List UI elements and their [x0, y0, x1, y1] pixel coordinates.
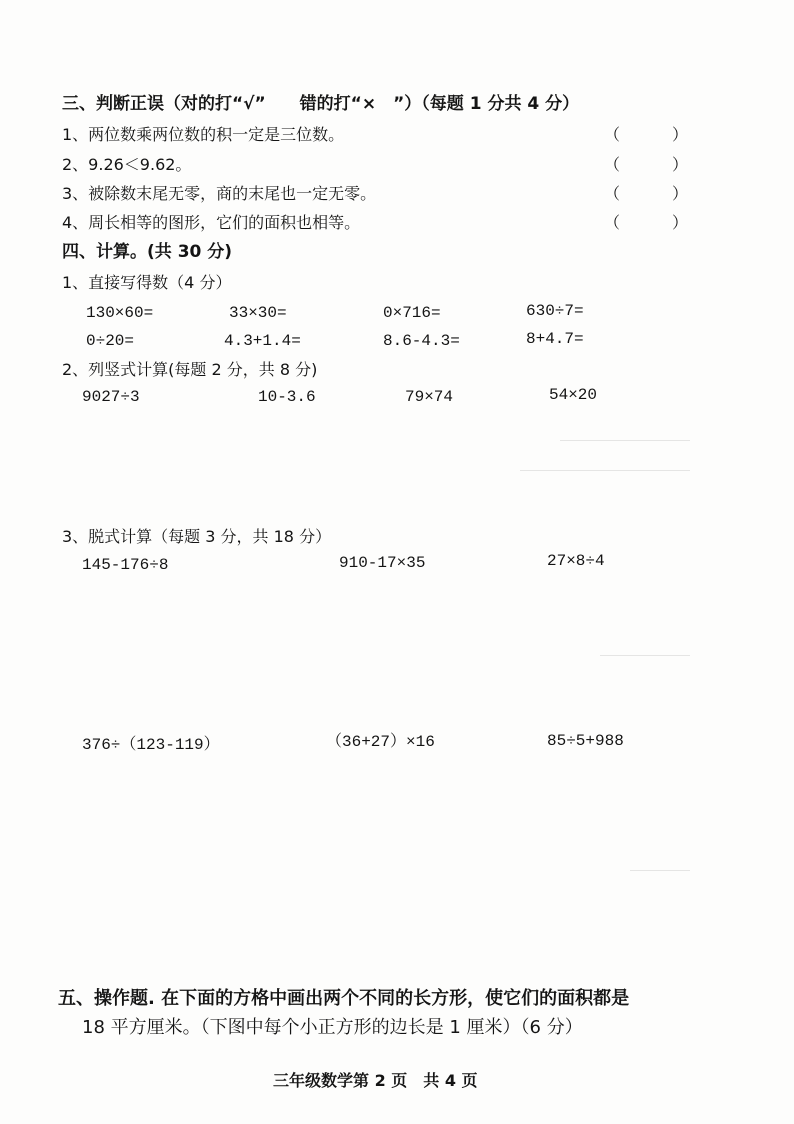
bleed-mark: [600, 655, 690, 656]
section3-heading: 三、判断正误（对的打“√” 错的打“× ”）（每题 1 分共 4 分）: [62, 94, 580, 114]
oral-calc-6: 4.3+1.4=: [224, 332, 301, 350]
oral-calc-5: 0÷20=: [86, 332, 135, 350]
answer-paren-close-3: ）: [672, 184, 689, 203]
stepwise-calc-6: 85÷5+988: [547, 732, 624, 750]
oral-calc-4: 630÷7=: [526, 302, 584, 320]
oral-calc-3: 0×716=: [383, 304, 441, 322]
bleed-mark: [520, 470, 690, 471]
section5-line2: 18 平方厘米。（下图中每个小正方形的边长是 1 厘米）（6 分）: [82, 1017, 583, 1038]
answer-paren-close-2: ）: [672, 155, 689, 174]
vertical-calc-3: 79×74: [405, 388, 454, 406]
section4-heading: 四、计算。(共 30 分): [62, 242, 233, 262]
judge-item-2: 2、9.26＜9.62。: [62, 155, 192, 174]
stepwise-calc-4: 376÷（123-119）: [82, 736, 220, 754]
answer-paren-close-4: ）: [672, 213, 689, 232]
judge-item-1: 1、两位数乘两位数的积一定是三位数。: [62, 125, 345, 144]
answer-paren-open-2: （: [604, 155, 621, 174]
answer-paren-close-1: ）: [672, 125, 689, 144]
answer-paren-open-4: （: [604, 213, 621, 232]
oral-calc-1: 130×60=: [86, 304, 154, 322]
part3-title: 3、脱式计算（每题 3 分，共 18 分）: [62, 527, 332, 546]
oral-calc-7: 8.6-4.3=: [383, 332, 460, 350]
part2-title: 2、列竖式计算(每题 2 分，共 8 分): [62, 360, 318, 379]
oral-calc-2: 33×30=: [229, 304, 287, 322]
answer-paren-open-1: （: [604, 125, 621, 144]
oral-calc-8: 8+4.7=: [526, 330, 584, 348]
judge-item-3: 3、被除数末尾无零，商的末尾也一定无零。: [62, 184, 377, 203]
bleed-mark: [630, 870, 690, 871]
answer-paren-open-3: （: [604, 184, 621, 203]
bleed-mark: [560, 440, 690, 441]
page-footer: 三年级数学第 2 页 共 4 页: [273, 1071, 478, 1090]
part1-title: 1、直接写得数（4 分）: [62, 273, 232, 292]
stepwise-calc-2: 910-17×35: [339, 554, 426, 572]
vertical-calc-2: 10-3.6: [258, 388, 316, 406]
stepwise-calc-3: 27×8÷4: [547, 552, 605, 570]
stepwise-calc-1: 145-176÷8: [82, 556, 169, 574]
vertical-calc-1: 9027÷3: [82, 388, 140, 406]
section5-line1: 五、操作题. 在下面的方格中画出两个不同的长方形，使它们的面积都是: [58, 988, 630, 1009]
judge-item-4: 4、周长相等的图形，它们的面积也相等。: [62, 213, 361, 232]
stepwise-calc-5: （36+27）×16: [326, 733, 435, 751]
vertical-calc-4: 54×20: [549, 386, 598, 404]
